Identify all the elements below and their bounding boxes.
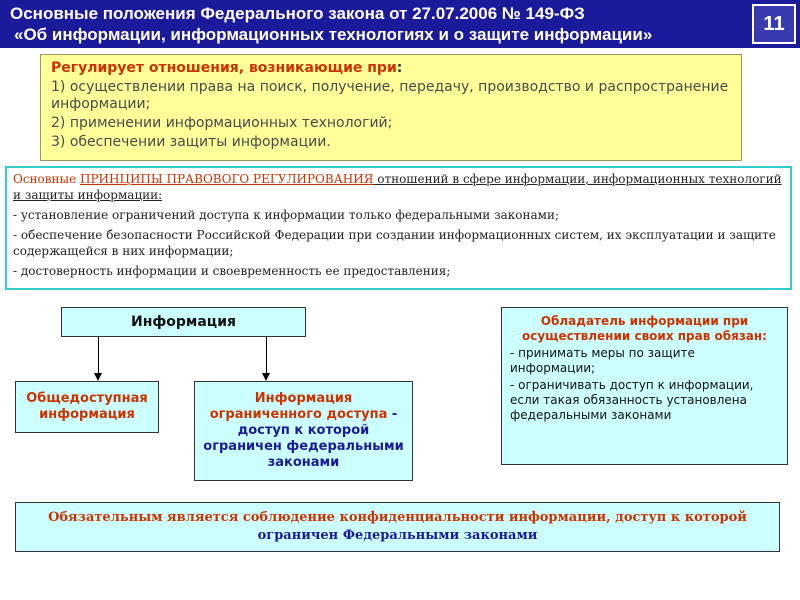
principles-item-2: - обеспечение безопасности Российской Федерации при создании информационных систем, их эксплуатации и защите содержащейся в них информации;	[13, 228, 776, 258]
slide-number-badge: 11	[752, 4, 796, 44]
regulation-box	[40, 54, 742, 161]
confidentiality-box: Обязательным является соблюдение конфиденциальности информации, доступ к которой ограничен Федеральными законами	[15, 502, 780, 552]
principles-item-3: - достоверность информации и своевременность ее предоставления;	[13, 264, 451, 278]
connector-right	[266, 337, 267, 374]
owner-heading: Обладатель информации при осуществлении своих прав обязан:	[522, 314, 767, 343]
arrow-down-icon	[262, 373, 270, 381]
owner-obligations-box	[501, 307, 788, 465]
regulation-item-1: 1) осуществлении права на поиск, получение, передачу, производство и распространение информации;	[51, 79, 729, 112]
principles-box	[5, 166, 792, 290]
regulation-heading: Регулирует отношения, возникающие при:	[51, 60, 403, 76]
slide-title-line2: «Об информации, информационных технологиях и о защите информации»	[14, 25, 653, 44]
diagram-restricted-information: Информация ограниченного доступа - доступ к которой ограничен федеральными законами	[194, 381, 413, 481]
arrow-down-icon	[94, 373, 102, 381]
principles-heading: Основные ПРИНЦИПЫ ПРАВОВОГО РЕГУЛИРОВАНИЯ отношений в сфере информации, информационных технологий и защиты информации:	[13, 172, 782, 202]
regulation-item-2: 2) применении информационных технологий;	[51, 115, 393, 131]
principles-item-1: - установление ограничений доступа к информации только федеральными законами;	[13, 208, 560, 222]
regulation-item-3: 3) обеспечении защиты информации.	[51, 134, 331, 150]
connector-left	[98, 337, 99, 374]
owner-item-2: - ограничивать доступ к информации, если такая обязанность установлена федеральными законами	[510, 378, 754, 422]
slide-title-line1: Основные положения Федерального закона от 27.07.2006 № 149-ФЗ	[10, 4, 585, 23]
diagram-root-information: Информация	[61, 307, 306, 337]
slide-header	[0, 0, 800, 48]
diagram-public-information: Общедоступная информация	[15, 381, 159, 433]
owner-item-1: - принимать меры по защите информации;	[510, 346, 695, 375]
